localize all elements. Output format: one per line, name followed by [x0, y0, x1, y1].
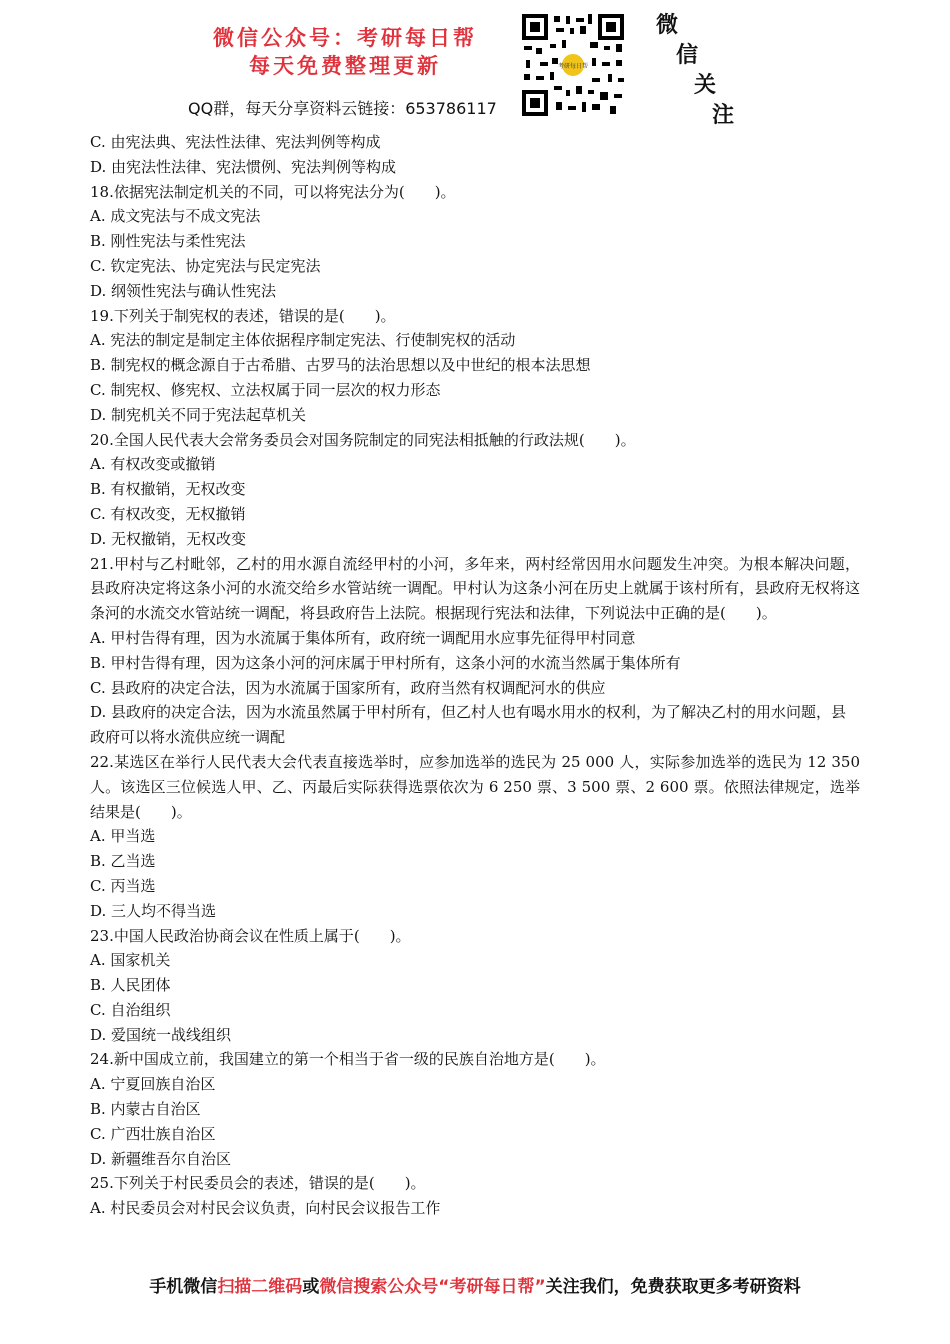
vertical-text-char: 注	[712, 103, 735, 128]
answer-option: D. 三人均不得当选	[90, 901, 217, 920]
footer-text: 关注我们，免费获取更多考研资料	[545, 1277, 801, 1297]
answer-option: D. 纲领性宪法与确认性宪法	[90, 281, 277, 300]
qr-badge-text: 考研每日帮	[557, 63, 589, 70]
answer-option: B. 刚性宪法与柔性宪法	[90, 232, 246, 251]
answer-option: B. 内蒙古自治区	[90, 1100, 201, 1119]
answer-option: A. 宁夏回族自治区	[90, 1075, 216, 1094]
question-stem: 20.全国人民代表大会常务委员会对国务院制定的同宪法相抵触的行政法规( )。	[90, 430, 636, 449]
answer-option: C. 自治组织	[90, 1000, 171, 1019]
promo-wechat-account: 微信公众号：考研每日帮	[213, 26, 477, 50]
qq-group-info: QQ群，每天分享资料云链接：653786117	[188, 99, 497, 118]
answer-option: B. 有权撤销，无权改变	[90, 480, 246, 499]
answer-option: C. 制宪权、修宪权、立法权属于同一层次的权力形态	[90, 380, 441, 399]
vertical-text-char: 微	[656, 13, 679, 38]
footer-scan-qr: 扫描二维码	[217, 1277, 303, 1297]
answer-option: C. 丙当选	[90, 876, 156, 895]
answer-option: B. 乙当选	[90, 852, 156, 871]
vertical-text-char: 关	[694, 73, 717, 98]
answer-option: C. 由宪法典、宪法性法律、宪法判例等构成	[90, 133, 381, 151]
answer-option: C. 钦定宪法、协定宪法与民定宪法	[90, 256, 321, 275]
qr-code-image	[520, 12, 626, 118]
answer-option: D. 由宪法性法律、宪法惯例、宪法判例等构成	[90, 157, 397, 176]
question-stem: 21.甲村与乙村毗邻，乙村的用水源自流经甲村的小河，多年来，两村经常因用水问题发生冲突。为根本解决问题，县政府决定将这条小河的水流交给乡水管站统一调配。甲村认为这条小河在历史上就属于该村所有，县政府无权将这条河的水流交水管站统一调配，将县政府告上法院。根据现行宪法和法律，下列说法中正确的是( )。	[90, 554, 860, 623]
question-stem: 22.某选区在举行人民代表大会代表直接选举时，应参加选举的选民为 25 000 人，实际参加选举的选民为 12 350 人。该选区三位候选人甲、乙、丙最后实际获得选票依次为 6 250 票、3 500 票、2 600 票。依照法律规定，选举结果是( )。	[90, 752, 865, 821]
footer-text: 或	[302, 1277, 320, 1297]
question-stem: 19.下列关于制宪权的表述，错误的是( )。	[90, 306, 396, 325]
answer-option: B. 甲村告得有理，因为这条小河的河床属于甲村所有，这条小河的水流当然属于集体所有	[90, 653, 681, 672]
answer-option: C. 有权改变，无权撤销	[90, 504, 246, 523]
question-stem: 18.依据宪法制定机关的不同，可以将宪法分为( )。	[90, 182, 456, 201]
answer-option: B. 人民团体	[90, 976, 171, 995]
answer-option: A. 甲村告得有理，因为水流属于集体所有，政府统一调配用水应事先征得甲村同意	[90, 628, 636, 647]
answer-option: D. 制宪机关不同于宪法起草机关	[90, 405, 307, 424]
question-stem: 23.中国人民政治协商会议在性质上属于( )。	[90, 926, 411, 945]
answer-option: A. 村民委员会对村民会议负责，向村民会议报告工作	[90, 1199, 441, 1218]
answer-option: D. 新疆维吾尔自治区	[90, 1149, 232, 1168]
answer-option: C. 县政府的决定合法，因为水流属于国家所有，政府当然有权调配河水的供应	[90, 678, 606, 697]
answer-option: D. 爱国统一战线组织	[90, 1025, 232, 1044]
answer-option: D. 县政府的决定合法，因为水流虽然属于甲村所有，但乙村人也有喝水用水的权利，为了解决乙村的用水问题，县政府可以将水流供应统一调配	[90, 703, 847, 747]
question-stem: 25.下列关于村民委员会的表述，错误的是( )。	[90, 1174, 426, 1193]
answer-option: A. 国家机关	[90, 951, 171, 970]
answer-option: A. 成文宪法与不成文宪法	[90, 207, 261, 226]
answer-option: C. 广西壮族自治区	[90, 1124, 216, 1143]
promo-daily-update: 每天免费整理更新	[249, 54, 441, 78]
answer-option: B. 制宪权的概念源自于古希腊、古罗马的法治思想以及中世纪的根本法思想	[90, 356, 591, 375]
footer-search-account: 微信搜索公众号“考研每日帮”	[319, 1277, 546, 1297]
answer-option: A. 有权改变或撤销	[90, 455, 216, 474]
answer-option: D. 无权撤销，无权改变	[90, 529, 247, 548]
answer-option: A. 甲当选	[90, 827, 156, 846]
vertical-text-char: 信	[676, 43, 699, 68]
page-header	[0, 0, 950, 130]
exam-question-list	[90, 130, 865, 1221]
answer-option: A. 宪法的制定是制定主体依据程序制定宪法、行使制宪权的活动	[90, 331, 516, 350]
question-stem: 24.新中国成立前，我国建立的第一个相当于省一级的民族自治地方是( )。	[90, 1050, 606, 1069]
footer-text: 手机微信	[149, 1277, 218, 1297]
page-footer	[0, 1272, 950, 1297]
